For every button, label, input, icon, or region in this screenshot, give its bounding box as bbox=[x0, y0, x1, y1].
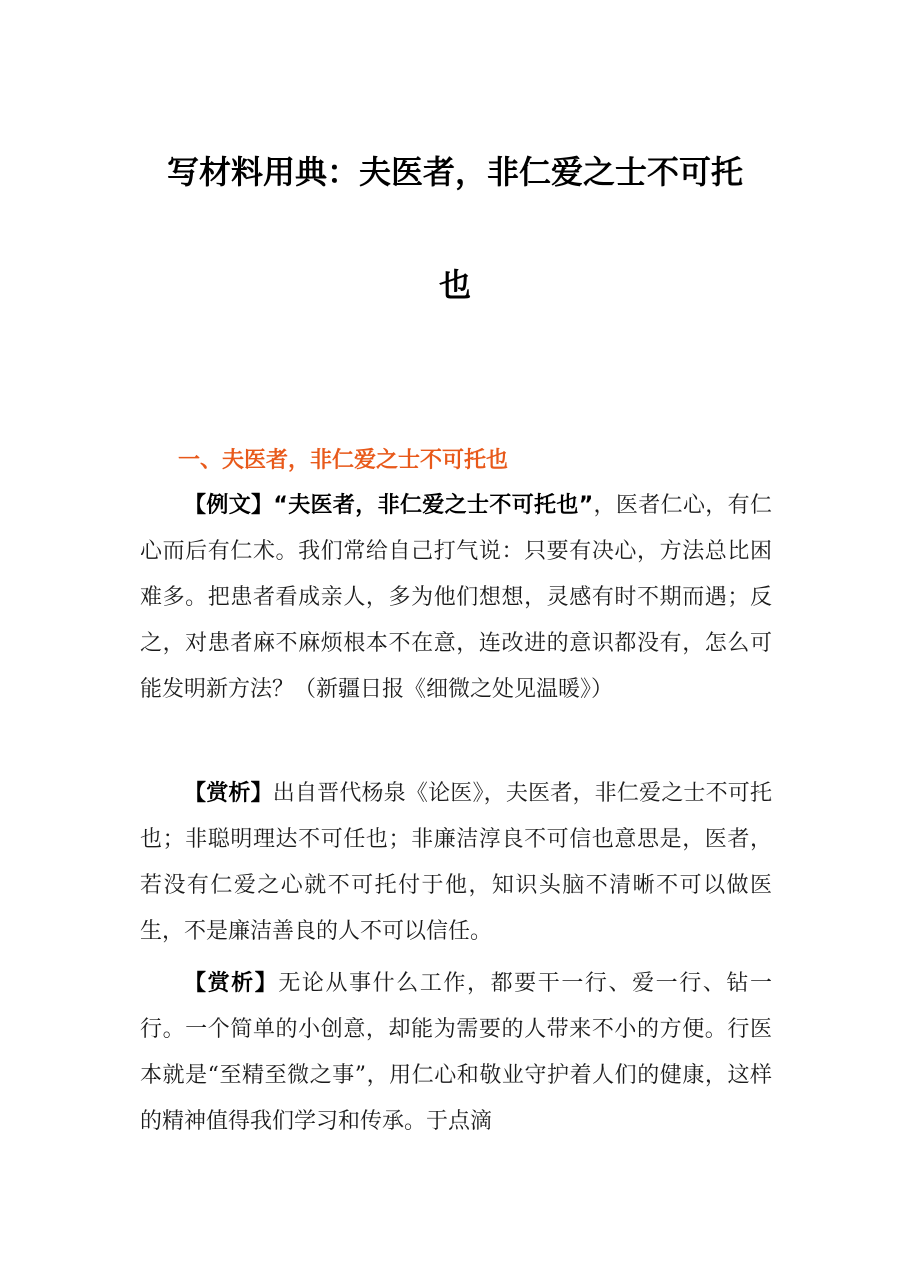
paragraph-text: 无论从事什么工作，都要干一行、爱一行、钻一行。一个简单的小创意，却能为需要的人带来不小的方便。行医本就是“至精至微之事”，用仁心和敬业守护着人们的健康，这样的精神值得我们学习和传承。于点滴 bbox=[140, 971, 772, 1134]
paragraph-analysis-1 bbox=[140, 771, 772, 955]
paragraph-tag: 【赏析】 bbox=[184, 781, 273, 806]
paragraph-quote: “夫医者，非仁爱之士不可托也” bbox=[273, 493, 594, 518]
paragraph-analysis-2 bbox=[140, 961, 772, 1145]
paragraph-tag: 【例文】 bbox=[184, 493, 274, 518]
document-title-line-1: 写材料用典：夫医者，非仁爱之士不可托 bbox=[166, 153, 743, 191]
document-title-line-2: 也 bbox=[438, 266, 471, 304]
paragraph-text: ，医者仁心，有仁心而后有仁术。我们常给自己打气说：只要有决心，方法总比困难多。把患者看成亲人，多为他们想想，灵感有时不期而遇；反之，对患者麻不麻烦根本不在意，连改进的意识都没有，怎么可能发明新方法？（新疆日报《细微之处见温暖》） bbox=[140, 493, 772, 702]
paragraph-tag: 【赏析】 bbox=[184, 971, 279, 996]
section-heading: 一、夫医者，非仁爱之士不可托也 bbox=[178, 448, 509, 473]
paragraph-example bbox=[140, 483, 772, 713]
paragraph-text: 出自晋代杨泉《论医》，夫医者，非仁爱之士不可托也；非聪明理达不可任也；非廉洁淳良不可信也意思是，医者，若没有仁爱之心就不可托付于他，知识头脑不清晰不可以做医生，不是廉洁善良的人不可以信任。 bbox=[140, 781, 772, 944]
